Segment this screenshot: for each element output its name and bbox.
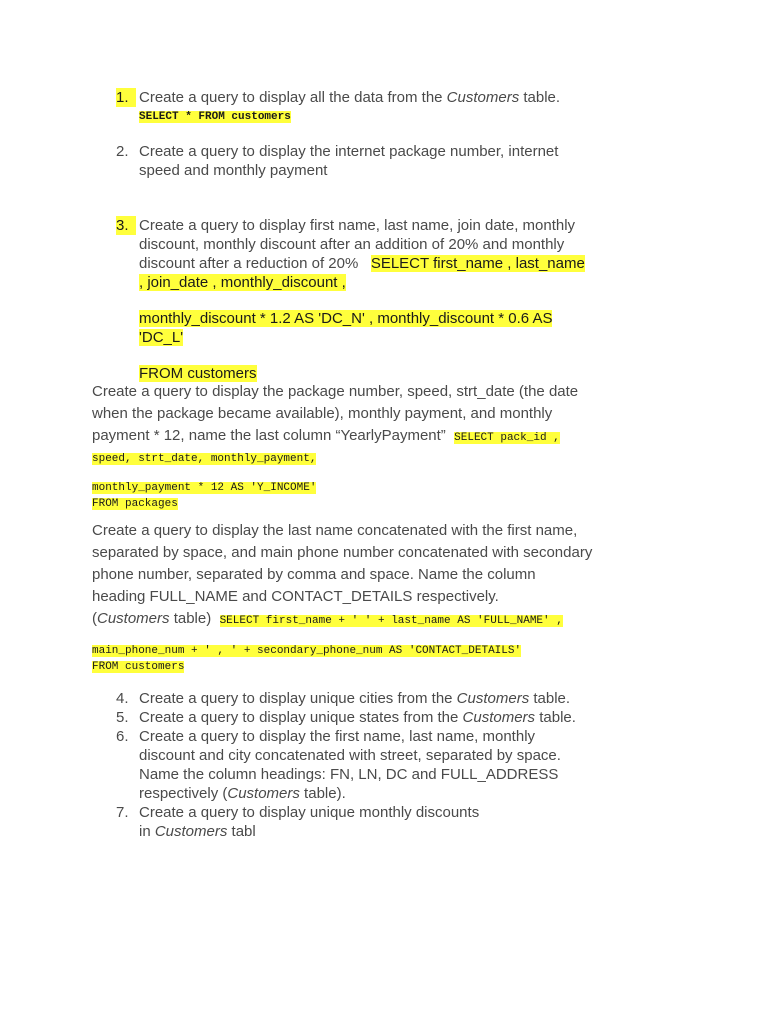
question-5 [116,708,676,727]
question-text-line: Create a query to display the internet package number, internet [139,143,559,160]
concat-question: Create a query to display the last name concatenated with the first name, separated by space, and main phone number concatenated with secondary phone number, separated by comma and space. Name the column heading FULL_NAME and CONTACT_DETAILS respectively. (Customers table) SELECT first_name + ' ' + last_name AS 'FULL_NAME' , main_phone_num + ' , ' + secondary_phone_num AS 'CONTACT_DETAILS' FROM customers [92,520,682,674]
question-text: Create a query to display all the data from the Customers table. [139,89,561,106]
question-text-line: Create a query to display unique monthly discounts [139,804,480,821]
question-number: 3. [116,216,136,235]
question-text-line: respectively (Customers table). [139,785,346,802]
sql-answer: SELECT * FROM customers [139,111,291,123]
question-2 [116,142,676,180]
question-text-line: phone number, separated by comma and space. Name the column [92,566,536,583]
sql-answer: FROM customers [139,365,257,382]
sql-answer: SELECT pack_id , [454,432,560,444]
question-text: Create a query to display unique cities from the Customers table. [139,690,571,707]
sql-answer: speed, strt_date, monthly_payment, [92,453,317,465]
question-7 [116,803,676,841]
sql-answer: monthly_discount * 1.2 AS 'DC_N' , monthly_discount * 0.6 AS [139,310,553,327]
question-text-line: Create a query to display the package number, speed, strt_date (the date [92,383,579,400]
question-text-line: Create a query to display the first name, last name, monthly [139,728,536,745]
question-1 [116,88,676,125]
sql-answer: main_phone_num + ' , ' + secondary_phone_num AS 'CONTACT_DETAILS' [92,645,522,657]
question-text-line: speed and monthly payment [139,162,328,179]
question-text-line: discount and city concatenated with street, separated by space. [139,747,561,764]
question-text-line: discount after a reduction of 20% [139,255,359,272]
sql-answer: SELECT first_name + ' ' + last_name AS 'FULL_NAME' , [219,615,563,627]
question-text-line: payment * 12, name the last column “YearlyPayment” [92,427,446,444]
question-text-line: discount, monthly discount after an addition of 20% and monthly [139,236,565,253]
sql-answer: , join_date , monthly_discount , [139,274,346,291]
question-4 [116,689,676,708]
question-text-line: in Customers tabl [139,823,256,840]
question-6 [116,727,676,803]
question-number: 1. [116,88,136,107]
sql-answer: FROM customers [92,661,185,673]
question-text-line: Create a query to display first name, last name, join date, monthly [139,217,576,234]
question-text-line: heading FULL_NAME and CONTACT_DETAILS respectively. [92,588,499,605]
sql-answer: monthly_payment * 12 AS 'Y_INCOME' [92,482,317,494]
question-text-line: Name the column headings: FN, LN, DC and FULL_ADDRESS [139,766,559,783]
sql-answer: FROM packages [92,498,178,510]
question-text-line: Create a query to display the last name concatenated with the first name, [92,522,578,539]
question-text: Create a query to display unique states from the Customers table. [139,709,576,726]
question-number: 5. [116,709,129,726]
question-number: 2. [116,143,129,160]
question-text-line: separated by space, and main phone number concatenated with secondary [92,544,593,561]
packages-question [92,381,682,511]
question-text-line: when the package became available), monthly payment, and monthly [92,405,553,422]
question-3 [116,216,676,383]
sql-answer: 'DC_L' [139,329,184,346]
question-number: 4. [116,690,129,707]
question-number: 7. [116,804,129,821]
sql-answer: SELECT first_name , last_name [370,255,585,272]
question-number: 6. [116,728,129,745]
